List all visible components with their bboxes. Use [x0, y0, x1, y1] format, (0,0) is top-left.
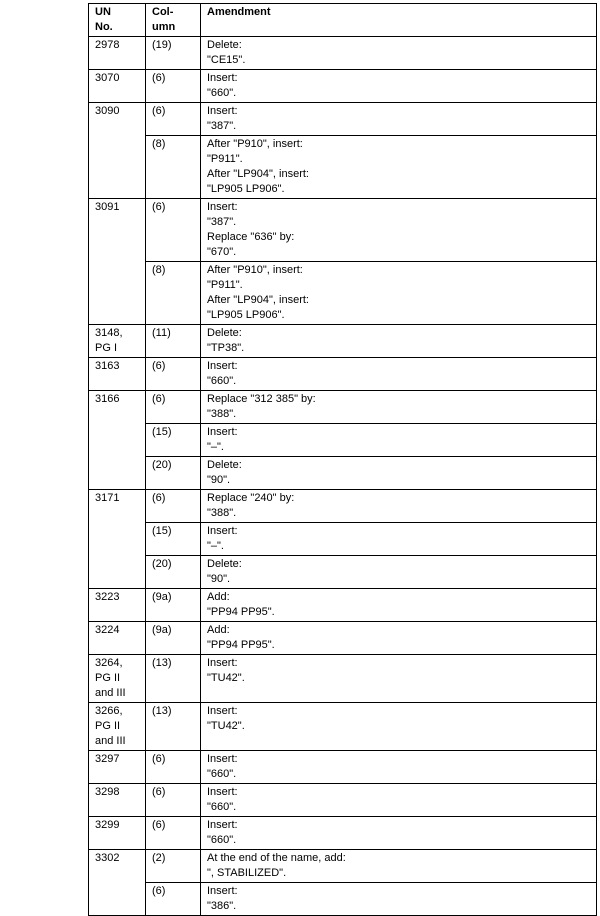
amendment-cell: [201, 70, 597, 103]
column-cell: (19): [146, 37, 201, 70]
amendment-line: Delete:: [207, 39, 242, 51]
amendment-cell: [201, 262, 597, 325]
amendment-line: Insert:: [207, 705, 238, 717]
un-number-cell: 3163: [89, 358, 146, 391]
table-row: [89, 622, 597, 655]
un-number-cell: 3171: [89, 490, 146, 589]
column-cell: (6): [146, 199, 201, 262]
un-number-cell: 3264, PG II and III: [89, 655, 146, 703]
amendment-line: Insert:: [207, 753, 238, 765]
header-column: Col- umn: [146, 4, 201, 37]
amendment-line: "90".: [207, 573, 231, 585]
un-number-cell: 3090: [89, 103, 146, 199]
amendment-line: "660".: [207, 801, 237, 813]
amendment-line: Insert:: [207, 72, 238, 84]
column-cell: (6): [146, 817, 201, 850]
amendment-cell: [201, 703, 597, 751]
un-number-cell: 3299: [89, 817, 146, 850]
amendment-line: "P911".: [207, 279, 243, 291]
un-number-cell: 3148, PG I: [89, 325, 146, 358]
table-row: [89, 556, 597, 589]
amendment-cell: [201, 325, 597, 358]
amendment-line: "388".: [207, 507, 237, 519]
table-row: [89, 751, 597, 784]
table-row: [89, 703, 597, 751]
table-row: [89, 70, 597, 103]
amendment-line: "660".: [207, 834, 237, 846]
amendment-line: "670".: [207, 246, 237, 258]
column-cell: (6): [146, 103, 201, 136]
amendment-line: Insert:: [207, 657, 238, 669]
un-number-cell: 3091: [89, 199, 146, 325]
amendment-line: Replace "312 385" by:: [207, 393, 316, 405]
header-amendment: Amendment: [201, 4, 597, 37]
amendment-cell: [201, 457, 597, 490]
amendment-line: After "P910", insert:: [207, 138, 303, 150]
un-number-cell: 2978: [89, 37, 146, 70]
amendment-line: "–".: [207, 540, 224, 552]
amendment-cell: [201, 784, 597, 817]
table-row: [89, 523, 597, 556]
table-row: [89, 136, 597, 199]
column-cell: (6): [146, 784, 201, 817]
amendment-cell: [201, 358, 597, 391]
table-body: [89, 37, 597, 916]
amendment-line: "90".: [207, 474, 231, 486]
header-row: [89, 4, 597, 37]
column-cell: (6): [146, 358, 201, 391]
amendment-line: "TU42".: [207, 672, 245, 684]
amendment-cell: [201, 622, 597, 655]
table-row: [89, 784, 597, 817]
amendment-cell: [201, 751, 597, 784]
column-cell: (6): [146, 391, 201, 424]
amendment-cell: [201, 850, 597, 883]
amendment-cell: [201, 556, 597, 589]
amendment-cell: [201, 424, 597, 457]
column-cell: (9a): [146, 622, 201, 655]
amendment-line: "LP905 LP906".: [207, 183, 285, 195]
header-un-no: UN No.: [89, 4, 146, 37]
column-cell: (8): [146, 136, 201, 199]
amendment-cell: [201, 883, 597, 916]
amendment-line: Insert:: [207, 360, 238, 372]
amendment-line: "TP38".: [207, 342, 245, 354]
amendment-cell: [201, 199, 597, 262]
table-row: [89, 199, 597, 262]
amendment-line: "–".: [207, 441, 224, 453]
table-row: [89, 850, 597, 883]
amendment-line: "387".: [207, 120, 237, 132]
amendment-cell: [201, 589, 597, 622]
column-cell: (15): [146, 523, 201, 556]
table-row: [89, 655, 597, 703]
amendment-line: "386".: [207, 900, 237, 912]
column-cell: (15): [146, 424, 201, 457]
amendment-line: "PP94 PP95".: [207, 639, 275, 651]
amendment-line: "PP94 PP95".: [207, 606, 275, 618]
amendment-line: Insert:: [207, 819, 238, 831]
column-cell: (6): [146, 490, 201, 523]
amendment-line: Delete:: [207, 558, 242, 570]
amendment-cell: [201, 523, 597, 556]
amendment-line: Replace "636" by:: [207, 231, 295, 243]
amendment-line: Insert:: [207, 525, 238, 537]
amendment-line: Delete:: [207, 327, 242, 339]
table-row: [89, 391, 597, 424]
amendment-cell: [201, 817, 597, 850]
table-row: [89, 457, 597, 490]
amendment-cell: [201, 391, 597, 424]
amendment-line: "LP905 LP906".: [207, 309, 285, 321]
amendment-line: "387".: [207, 216, 237, 228]
amendment-line: Insert:: [207, 201, 238, 213]
amendment-line: ", STABILIZED".: [207, 867, 287, 879]
amendment-line: Delete:: [207, 459, 242, 471]
amendment-cell: [201, 655, 597, 703]
un-number-cell: 3297: [89, 751, 146, 784]
column-cell: (20): [146, 556, 201, 589]
column-cell: (6): [146, 883, 201, 916]
amendment-line: Insert:: [207, 105, 238, 117]
un-number-cell: 3224: [89, 622, 146, 655]
amendment-line: After "LP904", insert:: [207, 168, 309, 180]
column-cell: (6): [146, 70, 201, 103]
amendment-line: Replace "240" by:: [207, 492, 295, 504]
column-cell: (9a): [146, 589, 201, 622]
amendment-line: At the end of the name, add:: [207, 852, 346, 864]
amendment-line: Insert:: [207, 426, 238, 438]
column-cell: (20): [146, 457, 201, 490]
column-cell: (2): [146, 850, 201, 883]
column-cell: (13): [146, 703, 201, 751]
column-cell: (13): [146, 655, 201, 703]
column-cell: (6): [146, 751, 201, 784]
table-row: [89, 37, 597, 70]
table-row: [89, 325, 597, 358]
amendment-line: "P911".: [207, 153, 243, 165]
un-number-cell: 3298: [89, 784, 146, 817]
amendment-line: "660".: [207, 768, 237, 780]
amendment-line: "660".: [207, 375, 237, 387]
table-row: [89, 262, 597, 325]
amendment-line: Insert:: [207, 885, 238, 897]
table-row: [89, 589, 597, 622]
amendment-cell: [201, 103, 597, 136]
amendment-line: "TU42".: [207, 720, 245, 732]
table-row: [89, 103, 597, 136]
table-row: [89, 358, 597, 391]
amendments-table: [88, 3, 597, 916]
table-row: [89, 424, 597, 457]
column-cell: (11): [146, 325, 201, 358]
un-number-cell: 3166: [89, 391, 146, 490]
un-number-cell: 3223: [89, 589, 146, 622]
table-row: [89, 490, 597, 523]
amendment-line: "388".: [207, 408, 237, 420]
amendment-line: Add:: [207, 624, 230, 636]
amendment-cell: [201, 37, 597, 70]
table-row: [89, 883, 597, 916]
amendment-line: After "P910", insert:: [207, 264, 303, 276]
table-row: [89, 817, 597, 850]
amendment-line: Add:: [207, 591, 230, 603]
amendment-line: "CE15".: [207, 54, 246, 66]
amendment-cell: [201, 136, 597, 199]
amendment-line: After "LP904", insert:: [207, 294, 309, 306]
un-number-cell: 3302: [89, 850, 146, 916]
amendment-cell: [201, 490, 597, 523]
un-number-cell: 3266, PG II and III: [89, 703, 146, 751]
un-number-cell: 3070: [89, 70, 146, 103]
amendment-line: Insert:: [207, 786, 238, 798]
amendment-line: "660".: [207, 87, 237, 99]
column-cell: (8): [146, 262, 201, 325]
